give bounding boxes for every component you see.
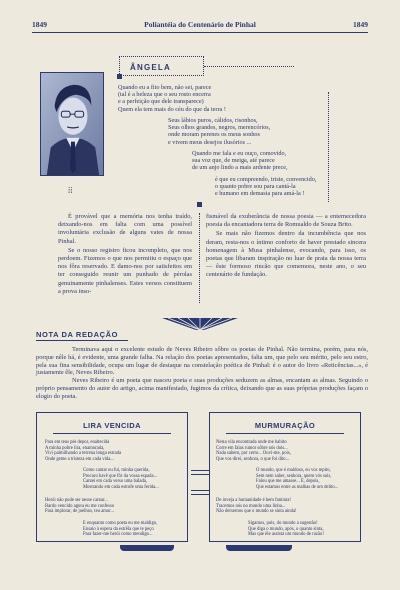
verse-line: Como cantar eu fui, minha querida, xyxy=(83,468,150,473)
ornament-square xyxy=(197,202,202,207)
page-number-right: 1849 xyxy=(353,20,368,29)
fan-ornament xyxy=(160,316,240,332)
verse-line: Ensaio à espera da estrêla que te peço xyxy=(83,526,154,532)
box-connector xyxy=(191,470,209,471)
poem-title-rule xyxy=(53,433,171,434)
poem-title-murmuracao: MURMURAÇÃO xyxy=(254,421,316,430)
verse-line: Quando me fala e eu ouço, comovido, xyxy=(192,150,287,157)
page-number-left: 1849 xyxy=(32,20,47,29)
box-connector xyxy=(191,490,209,491)
verse-line: o quanto pobre sou para cantá-la xyxy=(215,183,296,191)
portrait-photo xyxy=(40,72,104,176)
box-connector xyxy=(191,494,209,495)
nota-title-rule xyxy=(36,340,128,341)
nota-paragraph: Terminava aqui o excelente estudo de Neves Ribeiro sôbre os poetas de Pinhal. Não termina, porém, para nós, porque nêle há, é evidente, uma grande falha. Na relação dos poetas apresentados, falta um, que pelo seu mérito, pelo seu estro, pela sua fina sensibilidade, ocupa um lugar de destaque na constelação poética de Pinhal: é o autor do livro «Reticências...», é justamente êle, Neves Ribeiro. xyxy=(36,346,368,377)
verse-line: Sem nem saber, senhora, quem vós sois, xyxy=(256,473,332,479)
body-paragraph: É provável que a memória nos tenha traído, deixando-nos em falta com uma possível involuntária exclusão de alguns vates de nossa Pinhal. xyxy=(58,213,192,245)
bottom-ornament-bar xyxy=(226,545,292,551)
verse-line: Corre em falas rumor sôbre nós dois... xyxy=(216,445,288,451)
poem-box-murmuracao xyxy=(209,412,361,542)
ornament-dots: ⁞⁞ xyxy=(68,186,73,195)
poem-angela-stanza xyxy=(118,84,226,113)
lira-stanza xyxy=(83,468,159,490)
verse-line: Vivi palmilhando a terrena longa estrada xyxy=(45,451,122,457)
header-rule xyxy=(32,32,368,33)
verse-line: A minha pobre lira, enamorada, xyxy=(45,445,105,451)
verse-line: de um anjo lindo a mais ardente prece, xyxy=(192,164,288,172)
verse-line: Seus olhos grandes, negros, merencórios, xyxy=(168,124,271,132)
ornament-square xyxy=(117,74,122,79)
verse-line: Sigamos, pois, do mundo a sugestão! xyxy=(248,521,318,526)
poem-angela-stanza xyxy=(192,150,288,172)
poem-angela-stanza xyxy=(168,117,270,146)
verse-line: Que vos direi, senhora, o que foi dito... xyxy=(216,456,290,462)
title-dotted-rule xyxy=(204,66,294,67)
body-column-left xyxy=(58,213,192,297)
verse-line: e a perfeição que dele transparece) xyxy=(118,98,204,106)
lira-stanza xyxy=(83,521,157,538)
body-paragraph: Se o nosso registro ficou incompleto, que nos perdoem. Fizemos o que nos permitiu o espaço que nos fôra reservado. E damo-nos por satisfeitos em ter conseguido reunir um punhado de pérolas genuinamente pinhalenses. Estes versos constituem a prova inso- xyxy=(58,246,192,295)
verse-line: e vivem meus desejos ilusórios ... xyxy=(168,138,252,146)
verse-line: Procuro havê que fôr da vossa espada... xyxy=(83,473,158,479)
bottom-ornament-bar xyxy=(120,545,174,551)
verse-line: Cantei em cada verso uma balada, xyxy=(83,479,148,485)
murmuracao-stanza xyxy=(216,498,297,515)
verse-line: Para em teus pés depor, enaltecida xyxy=(45,440,110,445)
body-paragraph: fismável da exuberância de nossa poesia — a enternecedora poesia da encantadora terra de Romualdo de Souza Brito. xyxy=(206,213,366,229)
verse-line: Onde geme a tristeza em cada vida... xyxy=(45,456,114,462)
verse-line: Que diga o mundo, após, o quanto sinta, xyxy=(248,526,324,532)
verse-line: Nada sabem, por certo... Ouvi-me, pois, xyxy=(216,451,291,457)
verse-line: é que eu compreendo, triste, convencido, xyxy=(215,176,317,183)
verse-line: E enquanto como poeta eu me maldigo, xyxy=(83,521,158,526)
verse-line: Não deixemos que o mundo se sinta ainda! xyxy=(216,509,297,515)
verse-line: Herói não pude ser nesse cantar... xyxy=(45,498,108,503)
verse-line: Nesta vila encontrada onde me habito xyxy=(216,440,287,445)
verse-line: De inveja a humanidade é bem faminta! xyxy=(216,498,291,503)
verse-line: (tal é a beleza que o seu rosto encerra xyxy=(118,91,211,99)
murmuracao-stanza xyxy=(256,468,338,490)
verse-line: Tracemos nós no mundo uma linha... xyxy=(216,503,286,509)
column-divider xyxy=(199,213,200,303)
dotted-side-rule xyxy=(328,92,329,202)
body-paragraph: Se mais não fizemos dentro da incumbência que nos deram, resta-nos o íntimo conforto de haver prestado sincera homenagem à Musa pinhalense, evocando, para isso, os poetas que libaram inspiração no luar de prata da nossa terra — êste formoso rincão que comemora, neste ano, o seu centenário de fundação. xyxy=(206,230,366,279)
murmuracao-stanza xyxy=(216,440,291,462)
verse-line: e humano em demasia para amá-la ! xyxy=(215,190,305,198)
verse-line: sua voz que, de meiga, até parece xyxy=(192,157,275,165)
poem-title-angela: ÂNGELA xyxy=(130,63,171,72)
nota-paragraph: Neves Ribeiro é um poeta que nasceu poeta e suas produções seduzem as almas, encantam as almas. Seguindo o próprio pensamento do autor do artigo, acima manifestado, fugimos da crítica, deixando que as suas próprias produções façam o elogio do poeta. xyxy=(36,377,368,400)
nota-title: NOTA DA REDAÇÃO xyxy=(36,330,119,339)
verse-line: onde moram perenes os meus sonhos xyxy=(168,131,260,139)
body-column-right xyxy=(206,213,366,281)
verse-line: Que estamos entre as malhas de um delito... xyxy=(256,484,339,490)
poem-angela-stanza xyxy=(215,176,316,198)
poem-title-rule xyxy=(226,433,344,434)
box-connector xyxy=(191,474,209,475)
verse-line: O mundo, que é maldoso, eu vos repito, xyxy=(256,468,331,473)
verse-line: Quem ela tem mais do céu do que da terra ! xyxy=(118,105,226,113)
nota-text xyxy=(36,346,368,401)
verse-line: Mostrando em cada estrofe uma ferida... xyxy=(83,484,159,490)
verse-line: Seus lábios puros, cálidos, risonhos, xyxy=(168,117,258,124)
verse-line: Bardo vencido agora eu me confesso xyxy=(45,503,115,509)
running-header xyxy=(32,20,368,32)
lira-stanza xyxy=(45,440,121,462)
verse-line: Mas que êle assista um mundo de razão! xyxy=(248,532,324,538)
poem-box-lira xyxy=(36,412,188,542)
verse-line: Para fazer-me herói como mendigo... xyxy=(83,532,153,538)
verse-line: Para implorar, de joelhos, teu amor... xyxy=(45,509,115,515)
running-title: Poliantéia do Centenário de Pinhal xyxy=(144,20,256,29)
verse-line: Quando eu a fito bem, não sei, parece xyxy=(118,84,212,91)
verse-line: Falou que me amasse... E, depois, xyxy=(256,479,320,485)
murmuracao-stanza xyxy=(248,521,324,538)
poem-title-lira: LIRA VENCIDA xyxy=(83,421,141,430)
lira-stanza xyxy=(45,498,114,515)
